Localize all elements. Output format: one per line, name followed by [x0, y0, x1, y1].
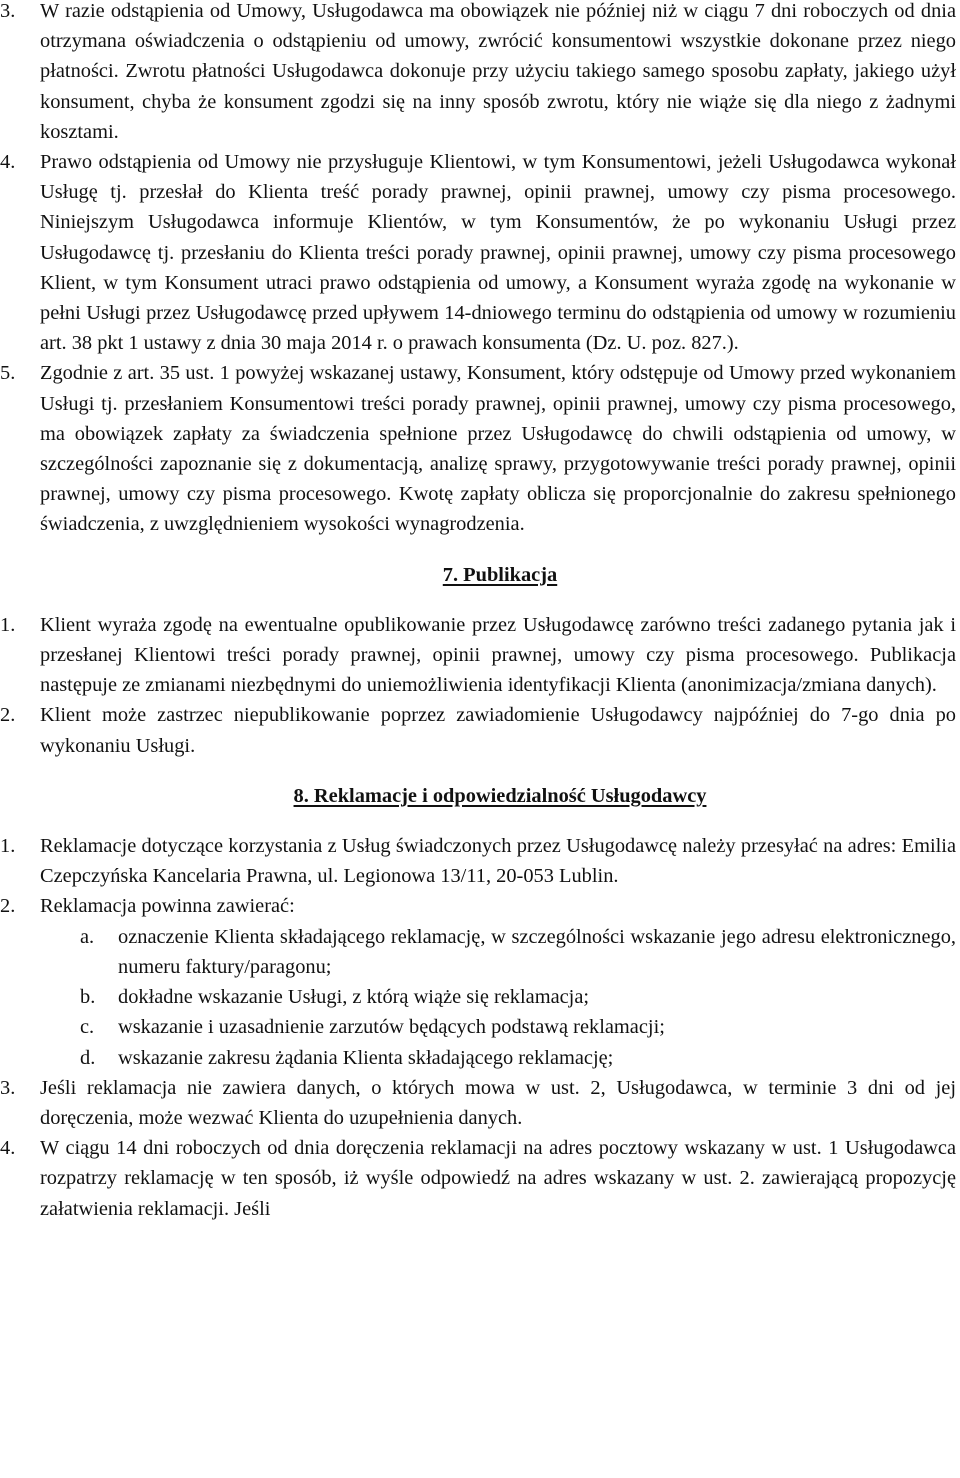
item-number: 3. — [0, 0, 16, 22]
list-item-8-1 — [0, 831, 960, 891]
item-text: Jeśli reklamacja nie zawiera danych, o których mowa w ust. 2, Usługodawca, w terminie 3 dni od jej doręczenia, może wezwać Klienta do uzupełnienia danych. — [40, 1076, 956, 1129]
sub-item-letter: d. — [80, 1046, 96, 1069]
item-number: 4. — [0, 1137, 16, 1160]
list-item-8-4 — [0, 1133, 960, 1224]
list-item-7-2 — [0, 700, 960, 760]
item-number: 4. — [0, 151, 16, 174]
section-heading-text: 8. Reklamacje i odpowiedzialność Usługodawcy — [293, 784, 707, 807]
item-text: Reklamacja powinna zawierać: — [40, 895, 295, 918]
sub-item-letter: c. — [80, 1016, 95, 1039]
item-text: Zgodnie z art. 35 ust. 1 powyżej wskazanej ustawy, Konsument, który odstępuje od Umowy przed wykonaniem Usługi tj. przesłaniem Konsumentowi treści porady prawnej, opinii prawnej, umowy czy pisma procesowego, ma obowiązek zapłaty za świadczenia spełnione przez Usługodawcę do chwili odstąpienia od umowy, w szczególności zapoznanie się z dokumentacją, analizę sprawy, przygotowywanie treści porady prawnej, opinii prawnej, umowy czy pisma procesowego. Kwotę zapłaty oblicza się proporcjonalnie do zakresu spełnionego świadczenia, z uwzględnieniem wysokości wynagrodzenia. — [40, 362, 956, 536]
item-text: Prawo odstąpienia od Umowy nie przysługuje Klientowi, w tym Konsumentowi, jeżeli Usługodawca wykonał Usługę tj. przesłał do Klienta treść porady prawnej, opinii prawnej, umowy czy pisma procesowego. Niniejszym Usługodawca informuje Klientów, w tym Konsumentów, że po wykonaniu Usługi przez Usługodawcę tj. przesłaniu do Klienta treści porady prawnej, opinii prawnej, umowy czy pisma procesowego Klient, w tym Konsument utraci prawo odstąpienia od umowy, a Konsument wyraża zgodę na wykonanie w pełni Usługi przez Usługodawcę przed upływem 14-dniowego terminu do odstąpienia od umowy w rozumieniu art. 38 pkt 1 ustawy z dnia 30 maja 2014 r. o prawach konsumenta (Dz. U. poz. 827.). — [40, 151, 956, 355]
item-text: Klient może zastrzec niepublikowanie poprzez zawiadomienie Usługodawcy najpóźniej do 7-go dnia po wykonaniu Usługi. — [40, 704, 956, 757]
list-item-6-4 — [0, 147, 960, 358]
section-heading-publikacja — [0, 560, 960, 590]
item-number: 1. — [0, 835, 16, 858]
list-item-6-3 — [0, 0, 960, 147]
list-item-8-3 — [0, 1073, 960, 1133]
sub-item-d — [0, 1043, 960, 1073]
item-number: 2. — [0, 704, 16, 727]
item-text: W ciągu 14 dni roboczych od dnia doręczenia reklamacji na adres pocztowy wskazany w ust. 1 Usługodawca rozpatrzy reklamację w ten sposób, iż wyśle odpowiedź na adres wskazany w ust. 2. zawierającą propozycję załatwienia reklamacji. Jeśli — [40, 1137, 956, 1220]
sub-item-letter: a. — [80, 925, 95, 948]
sub-item-b — [0, 982, 960, 1012]
list-item-6-5 — [0, 358, 960, 539]
sub-item-letter: b. — [80, 986, 96, 1009]
section-heading-text: 7. Publikacja — [442, 563, 558, 586]
item-text: W razie odstąpienia od Umowy, Usługodawca ma obowiązek nie później niż w ciągu 7 dni roboczych od dnia otrzymana oświadczenia o odstąpieniu od umowy, zwrócić konsumentowi wszystkie dokonane przez niego płatności. Zwrotu płatności Usługodawca dokonuje przy użyciu takiego samego sposobu zapłaty, jakiego użył konsument, chyba że konsument zgodzi się na inny sposób zwrotu, który nie wiąże się dla niego z żadnymi kosztami. — [40, 0, 956, 143]
sub-item-a — [0, 922, 960, 982]
sub-item-text: oznaczenie Klienta składającego reklamację, w szczególności wskazanie jego adresu elektronicznego, numeru faktury/paragonu; — [118, 925, 956, 978]
item-number: 3. — [0, 1076, 16, 1099]
sub-item-text: wskazanie zakresu żądania Klienta składającego reklamację; — [118, 1046, 614, 1069]
sub-item-c — [0, 1012, 960, 1042]
section-heading-reklamacje — [0, 781, 960, 811]
item-number: 5. — [0, 362, 16, 385]
item-number: 1. — [0, 613, 16, 636]
list-item-8-2 — [0, 891, 960, 921]
sub-item-text: dokładne wskazanie Usługi, z którą wiąże się reklamacja; — [118, 986, 590, 1009]
sub-item-text: wskazanie i uzasadnienie zarzutów będących podstawą reklamacji; — [118, 1016, 665, 1039]
item-text: Reklamacje dotyczące korzystania z Usług świadczonych przez Usługodawcę należy przesyłać na adres: Emilia Czepczyńska Kancelaria Prawna, ul. Legionowa 13/11, 20-053 Lublin. — [40, 835, 956, 888]
item-text: Klient wyraża zgodę na ewentualne opublikowanie przez Usługodawcę zarówno treści zadanego pytania jak i przesłanej Klientowi treści porady prawnej, opinii prawnej, umowy czy pisma procesowego. Publikacja następuje ze zmianami niezbędnymi do uniemożliwienia identyfikacji Klienta (anonimizacja/zmiana danych). — [40, 613, 956, 697]
list-item-7-1 — [0, 610, 960, 701]
item-number: 2. — [0, 895, 16, 918]
